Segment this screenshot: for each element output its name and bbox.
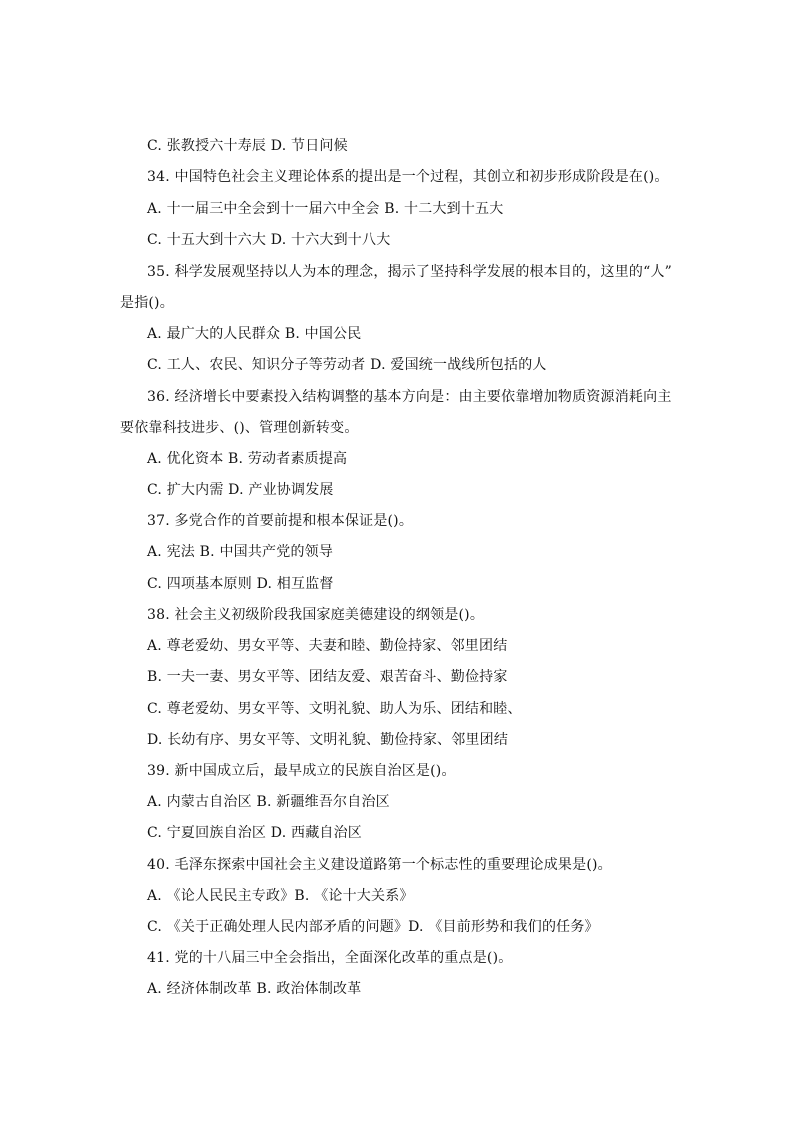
option-line-37a: A. 宪法 B. 中国共产党的领导 (147, 544, 334, 560)
question-41: 41. 党的十八届三中全会指出，全面深化改革的重点是()。 (147, 950, 513, 966)
option-line-34c: C. 十五大到十六大 D. 十六大到十八大 (147, 232, 391, 248)
question-40: 40. 毛泽东探索中国社会主义建设道路第一个标志性的重要理论成果是()。 (147, 857, 612, 873)
question-35-line-2: 是指()。 (120, 295, 174, 311)
question-38: 38. 社会主义初级阶段我国家庭美德建设的纲领是()。 (147, 607, 485, 623)
option-line-38c: C. 尊老爱幼、男女平等、文明礼貌、助人为乐、团结和睦、 (147, 701, 522, 717)
option-line-39a: A. 内蒙古自治区 B. 新疆维吾尔自治区 (147, 794, 390, 810)
option-line-41a: A. 经济体制改革 B. 政治体制改革 (147, 981, 362, 997)
option-line-38a: A. 尊老爱幼、男女平等、夫妻和睦、勤俭持家、邻里团结 (147, 638, 508, 654)
question-35-line-1: 35. 科学发展观坚持以人为本的理念，揭示了坚持科学发展的根本目的，这里的“人” (147, 264, 673, 280)
option-line-35c: C. 工人、农民、知识分子等劳动者 D. 爱国统一战线所包括的人 (147, 357, 547, 373)
question-37: 37. 多党合作的首要前提和根本保证是()。 (147, 513, 414, 529)
option-line-33c: C. 张教授六十寿辰 D. 节日问候 (147, 138, 348, 154)
option-line-37c: C. 四项基本原则 D. 相互监督 (147, 576, 334, 592)
question-34: 34. 中国特色社会主义理论体系的提出是一个过程，其创立和初步形成阶段是在()。 (147, 169, 669, 185)
option-line-34a: A. 十一届三中全会到十一届六中全会 B. 十二大到十五大 (147, 201, 504, 217)
option-line-39c: C. 宁夏回族自治区 D. 西藏自治区 (147, 825, 362, 841)
option-line-36c: C. 扩大内需 D. 产业协调发展 (147, 482, 334, 498)
option-line-38b: B. 一夫一妻、男女平等、团结友爱、艰苦奋斗、勤俭持家 (147, 669, 508, 685)
question-39: 39. 新中国成立后，最早成立的民族自治区是()。 (147, 763, 456, 779)
option-line-40c: C. 《关于正确处理人民内部矛盾的问题》D. 《目前形势和我们的任务》 (147, 919, 599, 935)
option-line-36a: A. 优化资本 B. 劳动者素质提高 (147, 451, 348, 467)
question-36-line-2: 要依靠科技进步、()、管理创新转变。 (120, 420, 359, 436)
option-line-40a: A. 《论人民民主专政》B. 《论十大关系》 (147, 888, 414, 904)
option-line-38d: D. 长幼有序、男女平等、文明礼貌、勤俭持家、邻里团结 (147, 732, 509, 748)
option-line-35a: A. 最广大的人民群众 B. 中国公民 (147, 326, 362, 342)
question-36-line-1: 36. 经济增长中要素投入结构调整的基本方向是：由主要依靠增加物质资源消耗向主 (147, 389, 672, 405)
